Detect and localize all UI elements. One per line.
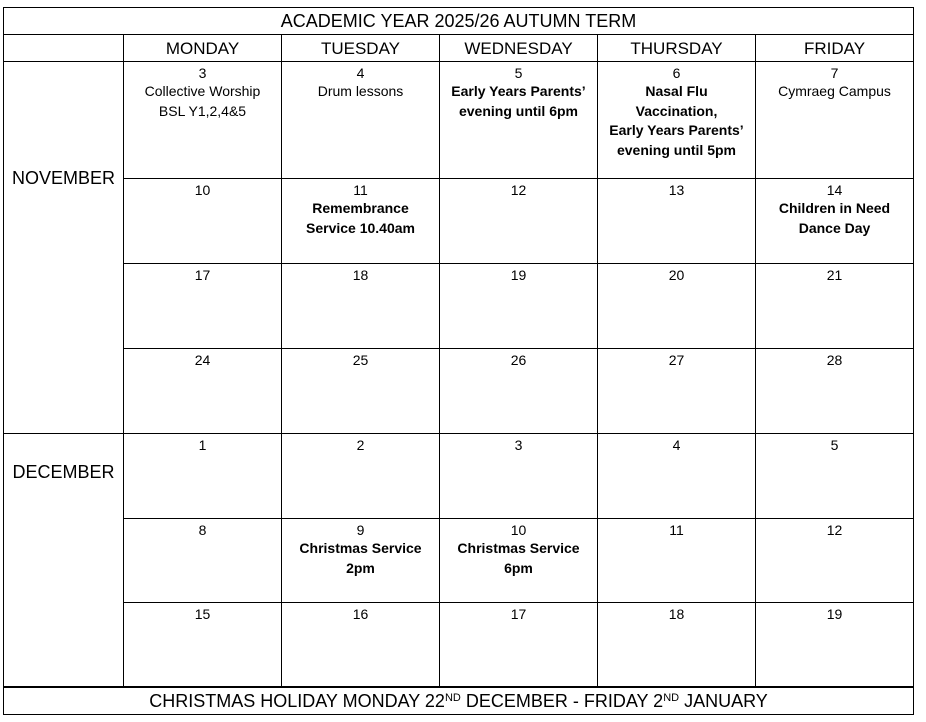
day-number: 12 — [826, 522, 843, 538]
term-calendar — [3, 7, 914, 715]
event-text: Children in Need — [778, 200, 891, 216]
day-cell — [756, 264, 913, 349]
event-text: Vaccination, — [635, 102, 718, 119]
event-text: 2pm — [346, 559, 375, 576]
month-label-december — [4, 434, 124, 688]
day-cell — [440, 519, 598, 603]
day-cell — [756, 349, 913, 434]
event-text: Remembrance — [312, 200, 409, 216]
day-number: 10 — [194, 182, 211, 198]
day-cell — [124, 62, 282, 179]
event-text: Drum lessons — [317, 83, 404, 99]
day-cell — [282, 349, 440, 434]
day-number: 25 — [352, 352, 369, 368]
weekday-header-thursday: THURSDAY — [598, 35, 756, 62]
day-cell — [124, 179, 282, 264]
day-number: 10 — [510, 522, 527, 538]
day-number: 5 — [514, 65, 523, 81]
event-text: BSL Y1,2,4&5 — [158, 102, 247, 119]
day-number: 4 — [356, 65, 365, 81]
event-text: Nasal Flu — [645, 83, 708, 99]
month-name: DECEMBER — [12, 462, 115, 482]
day-number: 19 — [510, 267, 527, 283]
day-cell — [440, 349, 598, 434]
day-cell — [282, 519, 440, 603]
day-cell — [440, 434, 598, 519]
day-cell — [124, 349, 282, 434]
weekday-header-friday: FRIDAY — [756, 35, 913, 62]
day-number: 7 — [830, 65, 839, 81]
day-number: 19 — [826, 606, 843, 622]
day-cell — [756, 519, 913, 603]
day-cell — [598, 603, 756, 688]
day-cell — [756, 603, 913, 688]
day-cell — [282, 603, 440, 688]
day-cell — [598, 62, 756, 179]
footer-superscript-1: ND — [444, 692, 461, 704]
day-cell — [756, 179, 913, 264]
day-number: 3 — [514, 437, 523, 453]
day-number: 24 — [194, 352, 211, 368]
day-number: 16 — [352, 606, 369, 622]
day-cell — [598, 519, 756, 603]
footer-text-1: CHRISTMAS HOLIDAY MONDAY 22 — [149, 691, 445, 711]
day-number: 26 — [510, 352, 527, 368]
event-text: Christmas Service — [457, 540, 580, 556]
day-number: 18 — [668, 606, 685, 622]
day-number: 5 — [830, 437, 839, 453]
day-number: 18 — [352, 267, 369, 283]
day-number: 11 — [353, 182, 368, 198]
weekday-header-wednesday: WEDNESDAY — [440, 35, 598, 62]
day-number: 20 — [668, 267, 685, 283]
day-cell — [756, 62, 913, 179]
event-text: Early Years Parents’ — [609, 122, 744, 138]
footer-text-3: JANUARY — [679, 691, 768, 711]
day-number: 13 — [668, 182, 685, 198]
day-number: 17 — [510, 606, 527, 622]
event-text: Dance Day — [798, 219, 871, 236]
day-number: 3 — [198, 65, 207, 81]
holiday-footer — [4, 686, 913, 714]
day-cell — [440, 179, 598, 264]
event-text: Service 10.40am — [306, 219, 415, 236]
event-text: evening until 6pm — [458, 102, 578, 119]
event-text: 6pm — [504, 559, 533, 576]
day-cell — [440, 62, 598, 179]
day-cell — [440, 603, 598, 688]
day-cell — [124, 519, 282, 603]
day-number: 12 — [510, 182, 527, 198]
event-text: Christmas Service — [299, 540, 422, 556]
day-number: 17 — [194, 267, 211, 283]
day-number: 28 — [826, 352, 843, 368]
day-cell — [282, 62, 440, 179]
day-cell — [598, 179, 756, 264]
event-text: Cymraeg Campus — [778, 83, 891, 99]
month-name: NOVEMBER — [11, 168, 116, 188]
day-number: 4 — [672, 437, 681, 453]
day-cell — [440, 264, 598, 349]
day-number: 1 — [198, 437, 207, 453]
calendar-title: ACADEMIC YEAR 2025/26 AUTUMN TERM — [4, 8, 913, 35]
day-number: 8 — [198, 522, 207, 538]
event-text: evening until 5pm — [616, 141, 736, 158]
day-number: 27 — [668, 352, 685, 368]
event-text: Early Years Parents’ — [451, 83, 586, 99]
day-number: 6 — [672, 65, 681, 81]
day-number: 2 — [356, 437, 365, 453]
day-cell — [598, 264, 756, 349]
footer-text-2: DECEMBER - FRIDAY 2 — [460, 691, 664, 711]
day-number: 21 — [826, 267, 843, 283]
day-cell — [282, 264, 440, 349]
day-cell — [756, 434, 913, 519]
day-number: 14 — [826, 182, 843, 198]
day-number: 9 — [356, 522, 365, 538]
footer-superscript-2: ND — [663, 692, 680, 704]
corner-blank-cell — [4, 35, 124, 62]
day-cell — [124, 434, 282, 519]
event-text: Collective Worship — [144, 83, 261, 99]
day-number: 15 — [194, 606, 211, 622]
day-cell — [282, 434, 440, 519]
day-cell — [598, 349, 756, 434]
day-cell — [124, 603, 282, 688]
day-cell — [282, 179, 440, 264]
day-cell — [598, 434, 756, 519]
weekday-header-monday: MONDAY — [124, 35, 282, 62]
weekday-header-tuesday: TUESDAY — [282, 35, 440, 62]
day-cell — [124, 264, 282, 349]
day-number: 11 — [669, 522, 684, 538]
month-label-november — [4, 62, 124, 434]
